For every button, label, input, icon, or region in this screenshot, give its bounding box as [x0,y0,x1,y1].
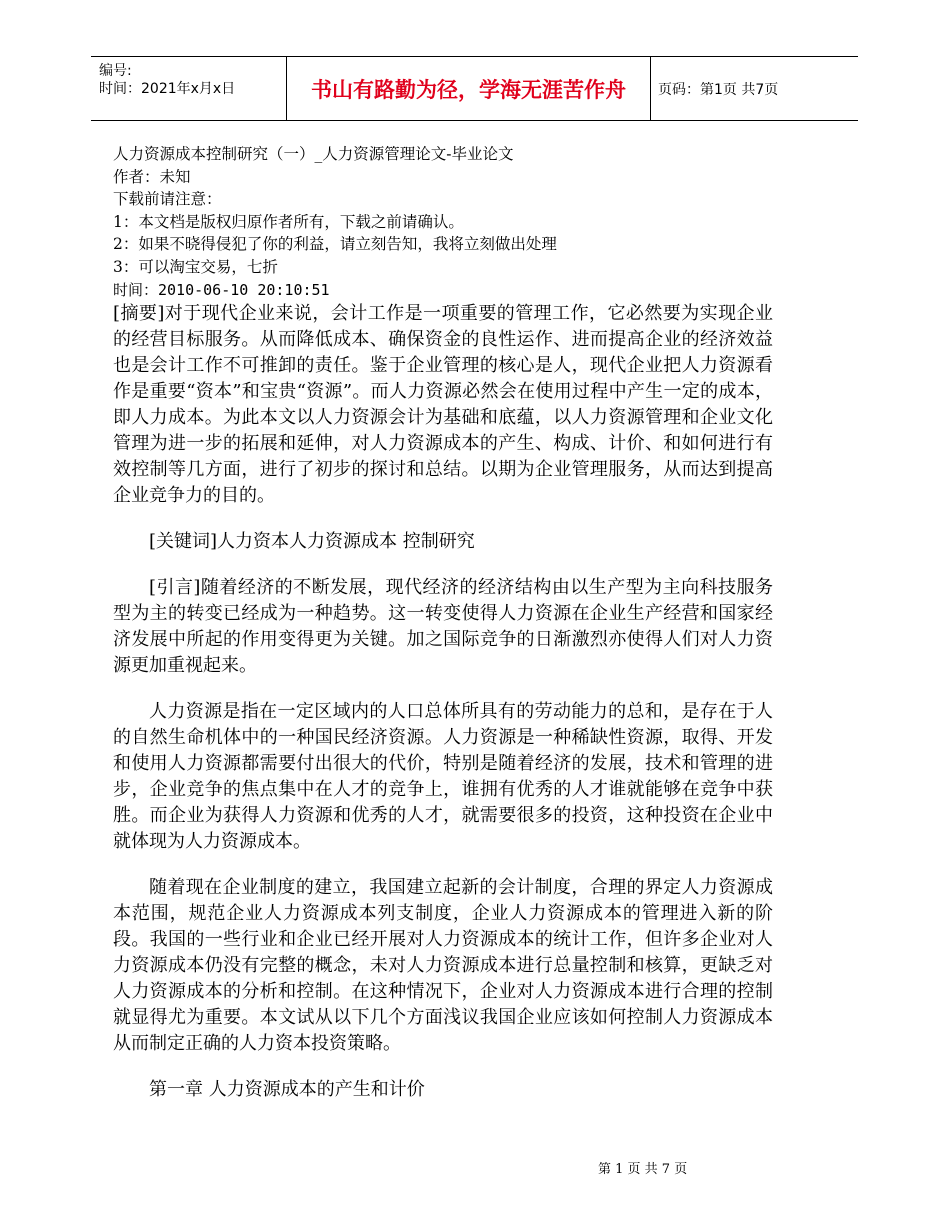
page-label: 页码：第1页 共7页 [658,82,779,98]
page-header [91,56,858,121]
chapter-heading: 第一章 人力资源成本的产生和计价 [149,1079,425,1101]
abstract-paragraph: [摘要]对于现代企业来说，会计工作是一项重要的管理工作，它必然要为实现企业的经营目标服务。从而降低成本、确保资金的良性运作、进而提高企业的经济效益也是会计工作不可推卸的责任。鉴于企业管理的核心是人，现代企业把人力资源看作是重要“资本”和宝贵“资源”。而人力资源必然会在使用过程中产生一定的成本，即人力成本。为此本文以人力资源会计为基础和底蕴，以人力资源管理和企业文化管理为进一步的拓展和延伸，对人力资源成本的产生、构成、计价、和如何进行有效控制等几方面，进行了初步的探讨和总结。以期为企业管理服务，从而达到提高企业竞争力的目的。 [113,303,773,507]
intro-paragraph: [引言]随着经济的不断发展，现代经济的经济结构由以生产型为主向科技服务型为主的转变已经成为一种趋势。这一转变使得人力资源在企业生产经营和国家经济发展中所起的作用变得更为关键。加之国际竞争的日渐激烈亦使得人们对人力资源更加重视起来。 [113,577,773,677]
doc-title: 人力资源成本控制研究（一）_人力资源管理论文-毕业论文 [113,145,514,163]
download-notice: 下载前请注意： [113,190,222,209]
page-footer: 第 1 页 共 7 页 [598,1162,688,1177]
body-paragraph-1: 人力资源是指在一定区域内的人口总体所具有的劳动能力的总和，是存在于人的自然生命机体中的一种国民经济资源。人力资源是一种稀缺性资源，取得、开发和使用人力资源都需要付出很大的代价，特别是随着经济的发展，技术和管理的进步，企业竞争的焦点集中在人才的竞争上，谁拥有优秀的人才谁就能够在竞争中获胜。而企业为获得人力资源和优秀的人才，就需要很多的投资，这种投资在企业中就体现为人力资源成本。 [113,701,773,853]
time-label: 时间：2021年x月x日 [99,81,236,97]
document-body [113,143,773,1103]
motto: 书山有路勤为径，学海无涯苦作舟 [287,57,651,121]
keywords-paragraph: [关键词]人力资本人力资源成本 控制研究 [149,531,475,553]
note-2: 2：如果不晓得侵犯了你的利益，请立刻告知，我将立刻做出处理 [113,235,557,254]
body-paragraph-2: 随着现在企业制度的建立，我国建立起新的会计制度，合理的界定人力资源成本范围，规范企业人力资源成本列支制度，企业人力资源成本的管理进入新的阶段。我国的一些行业和企业已经开展对人力资源成本的统计工作，但许多企业对人力资源成本仍没有完整的概念，未对人力资源成本进行总量控制和核算，更缺乏对人力资源成本的分析和控制。在这种情况下，企业对人力资源成本进行合理的控制就显得尤为重要。本文试从以下几个方面浅议我国企业应该如何控制人力资源成本从而制定正确的人力资本投资策略。 [113,877,773,1055]
header-info-cell [91,57,287,121]
note-1: 1：本文档是版权归原作者所有，下载之前请确认。 [113,212,464,231]
note-3: 3：可以淘宝交易，七折 [113,257,278,276]
doc-time: 时间：2010-06-10 20:10:51 [113,280,330,299]
doc-author: 作者：未知 [113,167,191,186]
number-label: 编号: [99,63,132,79]
